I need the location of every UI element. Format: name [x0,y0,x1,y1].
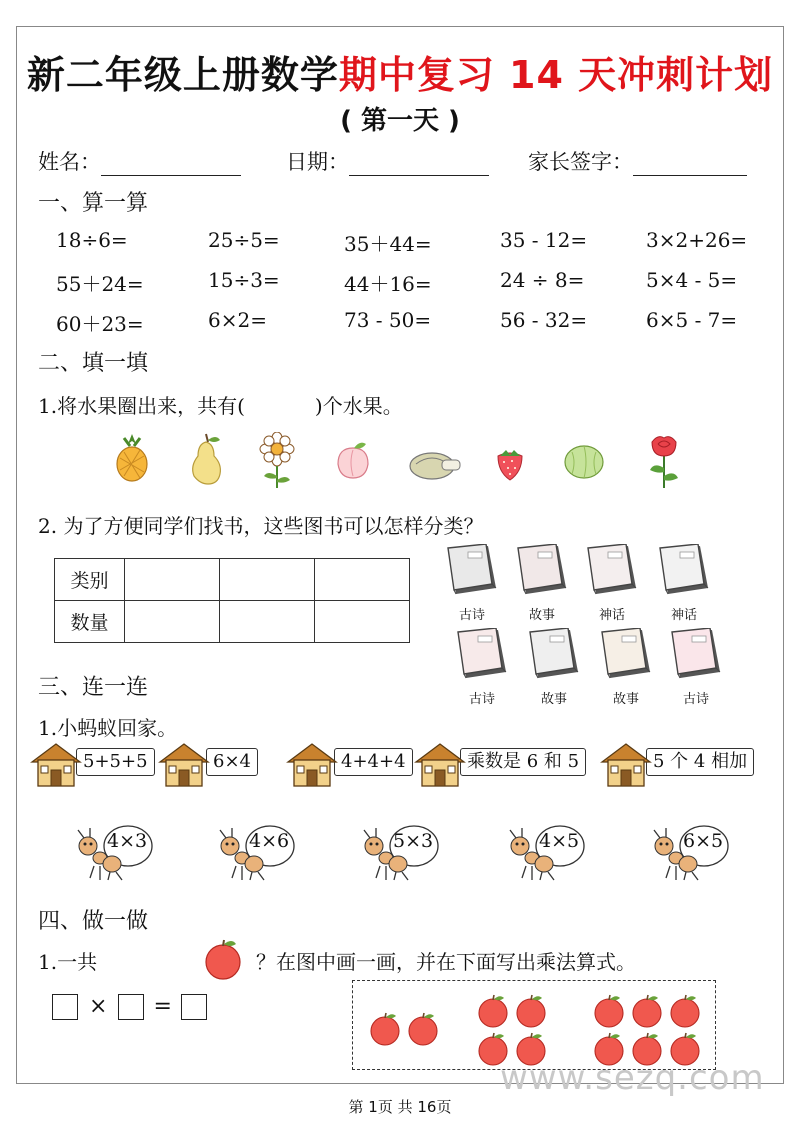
apple-icon [668,994,702,1028]
house-label[interactable]: 5 个 4 相加 [646,748,754,776]
book-icon [656,544,712,600]
book-label: 古诗 [682,692,709,707]
house-label[interactable]: 4+4+4 [334,748,413,776]
book-label: 故事 [612,692,639,707]
calc-item: 60＋23= [56,312,144,336]
calc-item: 35＋44= [344,232,432,256]
ant-expression[interactable]: 5×3 [393,830,434,852]
calc-item: 6×5 - 7= [646,308,738,332]
book-icon [584,544,640,600]
ant-expression[interactable]: 4×5 [539,830,580,852]
table-cell[interactable] [220,601,315,643]
section-3-heading: 三、连一连 [38,675,149,700]
date-field: 日期： [286,146,489,176]
flower-icon [256,432,298,490]
calc-item: 44＋16= [344,272,432,296]
question-4-1-text: ？在图中画一画，并在下面写出乘法算式。 [256,950,636,974]
house-label[interactable]: 6×4 [206,748,258,776]
book-icon [514,544,570,600]
book-icon [526,628,582,684]
book-icon [598,628,654,684]
apple-icon [202,938,244,980]
table-cell[interactable] [125,559,220,601]
calc-item: 5×4 - 5= [646,268,738,292]
parent-sign-field: 家长签字： [528,146,747,176]
calc-item: 73 - 50= [344,308,432,332]
ant-expression[interactable]: 4×6 [249,830,290,852]
book-label: 故事 [528,608,555,623]
question-2-1: 1.将水果圈出来，共有( )个水果。 [38,394,403,418]
category-table [54,558,410,643]
table-cell[interactable] [315,559,410,601]
table-cell[interactable] [315,601,410,643]
melon-icon [562,440,606,480]
house-label[interactable]: 5+5+5 [76,748,155,776]
calc-item: 18÷6= [56,228,128,252]
section-4-heading: 四、做一做 [38,909,149,934]
name-input[interactable] [101,154,241,176]
house-icon [414,742,466,788]
table-cell[interactable] [125,601,220,643]
ant-expression[interactable]: 6×5 [683,830,724,852]
factor-2-box[interactable] [118,994,144,1020]
book-icon [444,544,500,600]
house-label[interactable]: 乘数是 6 和 5 [460,748,586,776]
apple-icon [476,994,510,1028]
parent-sign-input[interactable] [633,154,747,176]
strawberry-icon [492,446,528,482]
calc-item: 55＋24= [56,272,144,296]
peach-icon [334,440,372,480]
product-box[interactable] [181,994,207,1020]
question-4-1-prefix: 1.一共 [38,950,98,974]
table-header-category: 类别 [55,559,125,601]
ant-expression[interactable]: 4×3 [107,830,148,852]
book-icon [454,628,510,684]
section-1-heading: 一、算一算 [38,191,149,216]
page-footer: 第 1页 共 16页 [348,1098,452,1116]
apple-icon [406,1012,440,1046]
question-3-1: 1.小蚂蚁回家。 [38,716,178,740]
book-label: 古诗 [468,692,495,707]
multiplication-blank: × = [52,994,207,1020]
apple-icon [514,994,548,1028]
factor-1-box[interactable] [52,994,78,1020]
book-label: 神话 [670,608,697,623]
book-label: 神话 [598,608,625,623]
page-subtitle: ( 第一天 ) [340,106,460,136]
section-2-heading: 二、填一填 [38,351,149,376]
page-title: 新二年级上册数学期中复习 14 天冲刺计划 [26,53,774,97]
calc-item: 25÷5= [208,228,280,252]
pineapple-icon [110,432,154,484]
apple-icon [592,994,626,1028]
name-field: 姓名： [38,146,241,176]
question-2-2: 2. 为了方便同学们找书，这些图书可以怎样分类？ [38,514,484,538]
book-icon [668,628,724,684]
mushroom-icon [406,446,464,482]
rose-icon [644,432,684,490]
house-icon [30,742,82,788]
calc-item: 15÷3= [208,268,280,292]
book-label: 古诗 [458,608,485,623]
calc-item: 56 - 32= [500,308,588,332]
pear-icon [186,432,226,486]
table-header-quantity: 数量 [55,601,125,643]
house-icon [600,742,652,788]
calc-item: 6×2= [208,308,267,332]
house-icon [158,742,210,788]
calc-item: 24 ÷ 8= [500,268,585,292]
date-input[interactable] [349,154,489,176]
apple-icon [630,994,664,1028]
calc-item: 3×2+26= [646,228,748,252]
table-cell[interactable] [220,559,315,601]
watermark: www.sezq.com [500,1058,765,1098]
house-icon [286,742,338,788]
calc-item: 35 - 12= [500,228,588,252]
apple-icon [368,1012,402,1046]
book-label: 故事 [540,692,567,707]
